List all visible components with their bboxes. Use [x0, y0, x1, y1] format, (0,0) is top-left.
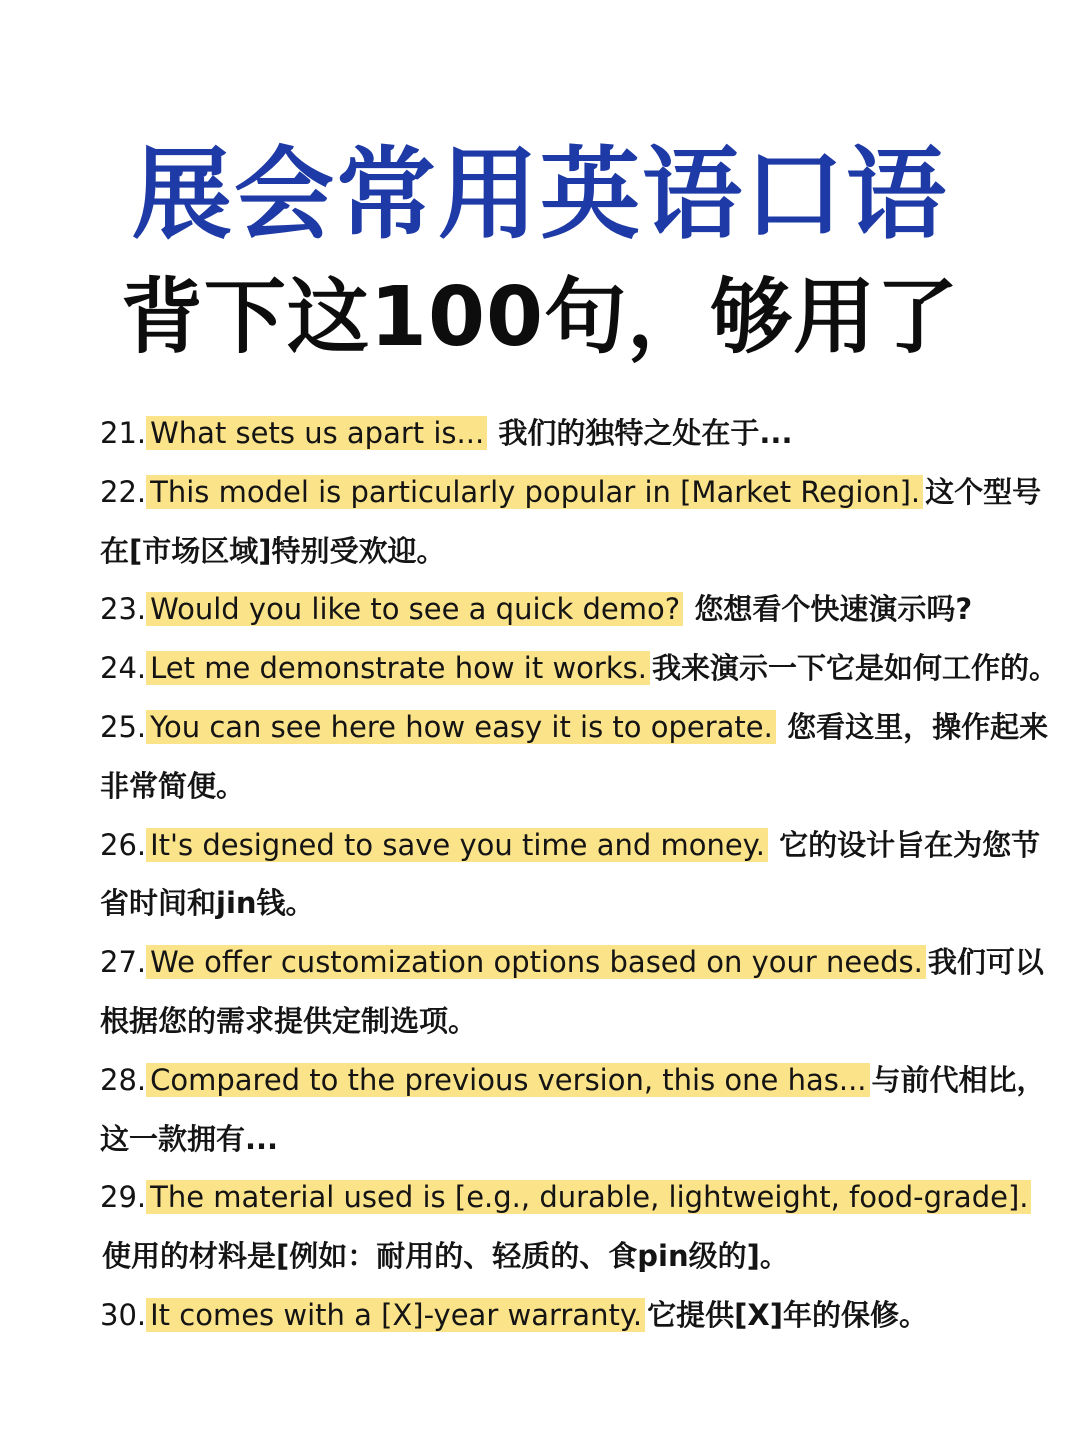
chinese-translation: 这个型号在[市场区域]特别受欢迎。 — [100, 474, 1042, 568]
english-phrase: The material used is [e.g., durable, lightweight, food-grade]. — [146, 1180, 1031, 1214]
item-number: 26. — [100, 827, 147, 862]
item-number: 28. — [100, 1062, 147, 1097]
item-number: 29. — [100, 1180, 147, 1215]
chinese-translation: 我们的独特之处在于... — [498, 416, 793, 450]
chinese-translation: 我来演示一下它是如何工作的。 — [651, 651, 1058, 686]
item-number: 24. — [100, 651, 147, 686]
english-phrase: It's designed to save you time and money. — [146, 828, 768, 862]
list-item — [100, 1286, 1060, 1345]
chinese-translation: 使用的材料是[例如：耐用的、轻质的、食pin级的]。 — [102, 1239, 789, 1274]
phrase-list — [100, 404, 1060, 1345]
item-number: 30. — [100, 1297, 147, 1332]
list-item — [100, 463, 1060, 581]
chinese-translation: 它的设计旨在为您节省时间和jin钱。 — [100, 827, 1041, 921]
title-block — [0, 136, 1080, 368]
list-item — [100, 816, 1060, 934]
page-title: 展会常用英语口语 — [132, 136, 948, 253]
english-phrase: It comes with a [X]-year warranty. — [146, 1298, 645, 1332]
list-item — [100, 698, 1060, 816]
english-phrase: Compared to the previous version, this one has... — [146, 1063, 869, 1097]
item-number: 25. — [100, 709, 147, 744]
list-item — [100, 1051, 1060, 1169]
english-phrase: We offer customization options based on your needs. — [146, 945, 926, 979]
list-item — [100, 404, 1060, 463]
english-phrase: This model is particularly popular in [Market Region]. — [146, 475, 923, 509]
page-subtitle: 背下这100句，够用了 — [120, 270, 960, 365]
list-item — [100, 933, 1060, 1051]
english-phrase: What sets us apart is... — [146, 416, 487, 450]
list-item — [100, 1168, 1060, 1286]
item-number: 22. — [100, 474, 147, 509]
chinese-translation: 与前代相比，这一款拥有... — [100, 1062, 1046, 1156]
chinese-translation: 它提供[X]年的保修。 — [647, 1297, 928, 1332]
english-phrase: You can see here how easy it is to operate. — [146, 710, 776, 744]
item-number: 27. — [100, 945, 147, 980]
item-number: 23. — [100, 592, 147, 627]
english-phrase: Let me demonstrate how it works. — [146, 651, 650, 685]
chinese-translation: 我们可以根据您的需求提供定制选项。 — [100, 945, 1044, 1038]
chinese-translation: 您想看个快速演示吗? — [694, 592, 973, 627]
english-phrase: Would you like to see a quick demo? — [146, 592, 683, 626]
chinese-translation: 您看这里，操作起来非常简便。 — [100, 709, 1049, 803]
item-number: 21. — [100, 416, 147, 450]
list-item — [100, 580, 1060, 639]
list-item — [100, 639, 1060, 698]
